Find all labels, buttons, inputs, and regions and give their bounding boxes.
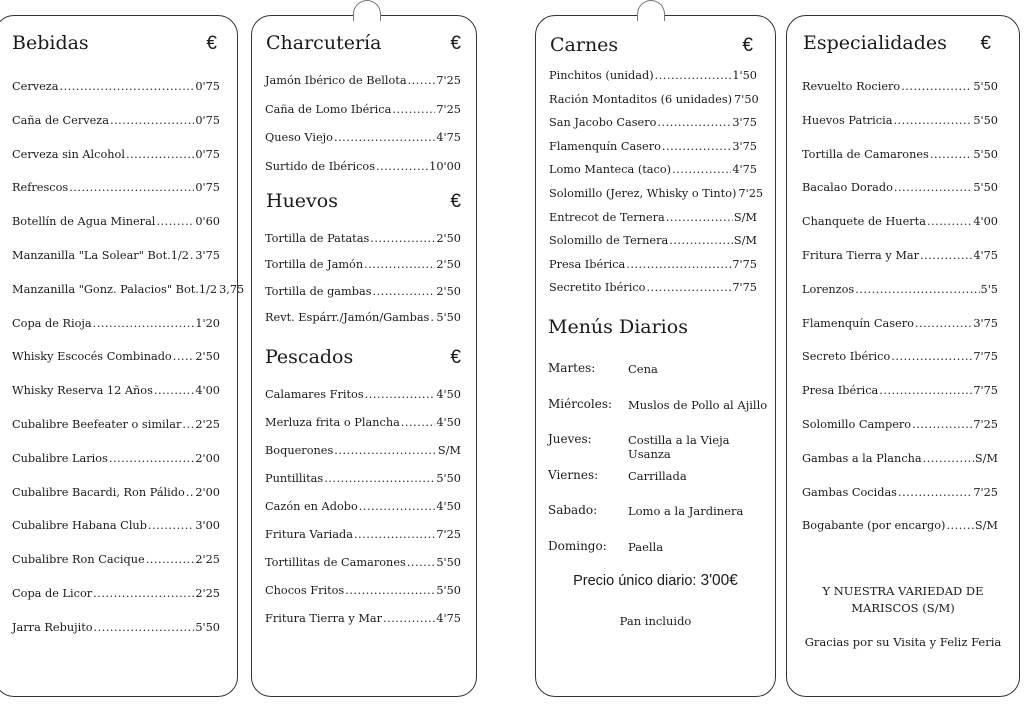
menu-item-name: Tortilla de Camarones (802, 147, 929, 161)
menu-item-name: Gambas a la Plancha (802, 451, 922, 465)
menu-item-price: 2'50 (195, 350, 220, 364)
menu-item-name: Botellín de Agua Mineral (12, 215, 156, 229)
hanger-hook (637, 0, 665, 21)
menu-item-price: 2'50 (436, 232, 461, 245)
menu-item-row (265, 472, 461, 485)
daily-price-value: 3'00€ (700, 572, 738, 589)
menu-item-name: Fritura Tierra y Mar (265, 612, 383, 625)
menu-item-name: Secretito Ibérico (549, 281, 646, 295)
menu-item-row (549, 93, 757, 106)
menu-item-name: Fritura Tierra y Mar (802, 249, 920, 262)
menu-day-dish: Paella (628, 539, 664, 554)
menu-item-price: 7'25 (973, 485, 998, 499)
menu-item-row (265, 311, 461, 324)
menu-item-row (549, 116, 757, 129)
menu-item-price: 0'75 (195, 147, 220, 161)
dot-leader (898, 486, 972, 499)
dot-leader (891, 350, 972, 363)
menu-item-row (265, 556, 461, 569)
menu-item-price: 5'50 (436, 472, 461, 485)
menu-item-price: 3'75 (195, 249, 220, 262)
menu-item-name: Presa Ibérica (802, 384, 879, 398)
menu-day-dish: Muslos de Pollo al Ajillo (628, 397, 768, 412)
menu-item-row (549, 163, 757, 176)
menu-item-price: 5'50 (973, 80, 998, 93)
menu-item-price: 5'50 (973, 147, 998, 161)
menu-item-name: Copa de Rioja (12, 316, 92, 330)
menu-item-name: Calamares Fritos (265, 388, 364, 401)
menu-item-price: 5'50 (973, 113, 998, 127)
menu-item-name: Queso Viejo (265, 131, 333, 144)
menu-item-name: Huevos Patricia (802, 113, 893, 127)
menu-item-price: 4'50 (436, 500, 461, 513)
dot-leader (173, 350, 195, 363)
dot-leader (657, 116, 731, 129)
thanks-message: Gracias por su Visita y Feliz Feria (804, 635, 1002, 649)
menu-item-row (265, 584, 461, 597)
menu-day-label: Viernes: (548, 467, 599, 482)
dot-leader (334, 131, 435, 144)
menu-item-price: 4'75 (436, 131, 461, 144)
menu-item-row (265, 528, 461, 541)
menu-item-name: Entrecot de Ternera (549, 210, 665, 224)
panel-carnes-menus (535, 15, 776, 697)
menu-item-name: Presa Ibérica (549, 257, 626, 271)
dot-leader (110, 114, 194, 127)
dot-leader (923, 452, 974, 465)
menu-item-row (265, 160, 461, 173)
section-header-bebidas (12, 32, 217, 55)
menu-item-name: Cubalibre Bacardi, Ron Pálido (12, 485, 185, 499)
section-header-charcuteria (266, 32, 461, 55)
menu-item-price: 1'20 (195, 316, 220, 330)
menu-item-row (12, 249, 220, 262)
dot-leader (920, 249, 972, 262)
menu-item-price: 3'75 (732, 116, 757, 130)
menu-item-name: Caña de Lomo Ibérica (265, 102, 392, 116)
dot-leader (146, 553, 195, 566)
dot-leader (626, 258, 731, 271)
menu-item-row (12, 486, 220, 499)
euro-symbol: € (980, 33, 991, 54)
menu-item-price: 7'25 (436, 102, 461, 116)
menu-item-name: Cubalibre Habana Club (12, 519, 147, 533)
menu-item-name: Tortilla de Patatas (265, 232, 370, 245)
menu-item-name: Chanquete de Huerta (802, 215, 926, 229)
dot-leader (927, 215, 972, 228)
menu-item-price: 2'00 (195, 451, 220, 465)
section-title: Pescados (265, 346, 354, 368)
dot-leader (324, 472, 435, 485)
menu-item-row (12, 519, 220, 532)
menu-item-row (802, 114, 998, 127)
menu-item-name: Refrescos (12, 181, 69, 195)
menu-item-row (802, 384, 998, 397)
dot-leader (646, 281, 731, 294)
menu-day-label: Miércoles: (548, 396, 613, 411)
menu-item-row (549, 140, 757, 153)
menu-item-row (12, 282, 245, 296)
menu-item-name: Whisky Escocés Combinado (12, 350, 172, 364)
menu-item-price: 4'00 (973, 215, 998, 229)
menu-item-price: 5'50 (195, 620, 220, 634)
daily-price (536, 572, 775, 590)
menu-item-row (12, 553, 220, 566)
dot-leader (373, 285, 436, 298)
menu-item-name: Whisky Reserva 12 Años (12, 384, 153, 398)
menu-item-row (549, 69, 757, 82)
menu-item-name: Cerveza sin Alcohol (12, 147, 125, 161)
menu-item-name: Caña de Cerveza (12, 113, 109, 127)
menu-item-row (12, 350, 220, 363)
dot-leader (930, 148, 972, 161)
menu-item-name: Copa de Licor (12, 587, 93, 600)
menu-item-name: San Jacobo Casero (549, 116, 657, 130)
menu-item-row (265, 416, 461, 429)
menu-item-price: S/M (437, 444, 461, 457)
menu-item-price: 2'25 (195, 553, 220, 567)
menu-item-price: 0'60 (195, 215, 220, 229)
menu-item-row (265, 74, 461, 87)
menu-item-name: Revuelto Rociero (802, 80, 901, 93)
menu-item-row (802, 452, 998, 465)
menu-item-name: Solomillo de Ternera (549, 234, 669, 248)
euro-symbol: € (742, 35, 753, 56)
menu-item-name: Tortilla de Jamón (265, 258, 364, 272)
menu-item-price: 4'00 (195, 384, 220, 398)
menu-item-name: Jamón Ibérico de Bellota (265, 74, 407, 87)
menu-item-row (802, 181, 998, 194)
dot-leader (94, 621, 195, 634)
menu-item-price: 0'75 (195, 181, 220, 195)
menu-item-name: Revt. Espárr./Jamón/Gambas (265, 310, 430, 324)
menu-item-price: 4'75 (732, 163, 757, 177)
menu-item-name: Ración Montaditos (6 unidades) (549, 92, 733, 106)
menu-item-row (549, 234, 757, 247)
dot-leader (109, 452, 194, 465)
dot-leader (666, 211, 733, 224)
dot-leader (334, 444, 437, 457)
dot-leader (126, 148, 194, 161)
menu-item-price: 7'25 (436, 74, 461, 87)
dot-leader (93, 317, 195, 330)
menu-item-name: Lomo Manteca (taco) (549, 163, 672, 177)
menu-item-row (549, 211, 757, 224)
menu-item-price: 10'00 (429, 159, 461, 173)
menu-item-price: 7'75 (973, 384, 998, 398)
menu-item-price: 3'75 (973, 316, 998, 330)
euro-symbol: € (206, 33, 217, 54)
menu-item-name: Surtido de Ibéricos (265, 159, 376, 173)
daily-price-label: Precio único diario: (573, 573, 697, 589)
menu-item-row (265, 131, 461, 144)
dot-leader (186, 486, 195, 499)
menu-item-name: Merluza frita o Plancha (265, 416, 400, 429)
menu-item-row (12, 148, 220, 161)
dot-leader (376, 160, 428, 173)
section-title: Huevos (266, 190, 338, 212)
section-title: Especialidades (803, 32, 947, 54)
dot-leader (392, 103, 435, 116)
menu-item-price: 7'75 (732, 281, 757, 295)
menu-item-row (12, 181, 220, 194)
menu-item-row (549, 187, 764, 200)
menu-item-price: 2'00 (195, 485, 220, 499)
menu-item-name: Bacalao Dorado (802, 181, 893, 195)
menu-item-price: 7'50 (734, 92, 759, 106)
dot-leader (669, 234, 733, 247)
dot-leader (855, 283, 979, 296)
dot-leader (345, 584, 435, 597)
menu-item-row (265, 388, 461, 401)
menu-item-name: Manzanilla "Gonz. Palacios" Bot.1/2 (12, 282, 218, 296)
menu-item-price: 2'25 (195, 587, 220, 600)
dot-leader (893, 114, 972, 127)
seafood-note-line2: MARISCOS (S/M) (851, 601, 955, 615)
menu-item-price: 0'75 (195, 113, 220, 127)
menu-day-dish: Lomo a la Jardinera (628, 504, 744, 518)
menu-item-name: Gambas Cocidas (802, 485, 897, 499)
menu-item-price: S/M (733, 210, 757, 224)
menu-item-row (802, 215, 998, 228)
menu-item-name: Bogabante (por encargo) (802, 519, 946, 533)
menu-item-price: S/M (733, 234, 757, 248)
dot-leader (154, 384, 194, 397)
menu-day-label: Sabado: (548, 503, 598, 517)
menu-day-label: Jueves: (548, 432, 592, 446)
section-header-huevos (266, 190, 461, 213)
menu-item-price: 5'5 (980, 282, 998, 296)
menu-item-price: 5'50 (436, 556, 461, 569)
dot-leader (364, 258, 435, 271)
menu-item-row (12, 384, 220, 397)
dot-leader (370, 232, 435, 245)
menu-item-price: 5'50 (436, 310, 461, 324)
section-title: Carnes (550, 34, 619, 56)
dot-leader (430, 311, 435, 324)
menu-item-name: Cubalibre Ron Cacique (12, 553, 145, 567)
menu-item-name: Flamenquín Casero (802, 316, 914, 330)
menu-item-name: Puntillitas (265, 472, 324, 485)
menu-item-name: Manzanilla "La Solear" Bot.1/2 (12, 249, 189, 262)
menu-item-row (802, 418, 998, 431)
dot-leader (915, 317, 972, 330)
menu-item-row (12, 418, 220, 431)
menu-item-row (12, 452, 220, 465)
menu-item-row (12, 80, 220, 93)
menu-day-label: Martes: (548, 361, 596, 375)
menu-item-name: Jarra Rebujito (12, 620, 93, 634)
dot-leader (894, 181, 972, 194)
menu-item-price: S/M (974, 519, 998, 533)
euro-symbol: € (450, 347, 461, 368)
menu-item-price: 2'50 (436, 284, 461, 298)
menu-item-row (265, 232, 461, 245)
seafood-note-line1: Y NUESTRA VARIEDAD DE (822, 584, 984, 598)
dot-leader (672, 163, 731, 176)
menu-item-name: Cubalibre Larios (12, 451, 108, 465)
menu-item-name: Tortilla de gambas (265, 284, 372, 298)
menu-item-price: 4'50 (436, 416, 461, 429)
panel-charcuteria-huevos-pescados (251, 15, 477, 697)
section-title: Bebidas (12, 32, 89, 54)
euro-symbol: € (450, 191, 461, 212)
menu-item-name: Solomillo Campero (802, 418, 912, 431)
menu-item-name: Pinchitos (unidad) (549, 69, 654, 82)
menu-item-name: Tortillitas de Camarones (265, 556, 406, 569)
menu-item-price: 3'75 (732, 139, 757, 153)
menu-item-name: Cubalibre Beefeater o similar (12, 418, 182, 431)
dot-leader (69, 181, 194, 194)
menu-item-price: 5'50 (973, 181, 998, 195)
dot-leader (148, 519, 194, 532)
menu-item-row (12, 114, 220, 127)
panel-especialidades (786, 15, 1020, 697)
menu-item-row (265, 444, 461, 457)
dot-leader (401, 416, 435, 429)
menu-item-price: 4'75 (436, 612, 461, 625)
menu-item-price: 7'25 (738, 187, 764, 200)
menu-item-row (802, 148, 998, 161)
dot-leader (879, 384, 972, 397)
menu-item-row (802, 486, 998, 499)
menu-item-price: 4'75 (973, 249, 998, 262)
section-header-carnes (550, 34, 753, 57)
dot-leader (354, 528, 435, 541)
menu-item-row (549, 258, 757, 271)
menu-item-row (12, 215, 220, 228)
dot-leader (383, 612, 435, 625)
dot-leader (359, 500, 436, 513)
menu-item-row (12, 621, 220, 634)
dot-leader (662, 140, 731, 153)
menu-item-row (802, 249, 998, 262)
menu-item-row (802, 80, 998, 93)
menu-item-name: Cerveza (12, 80, 59, 93)
panel-bebidas (0, 15, 245, 697)
menu-item-name: Solomillo (Jerez, Whisky o Tinto) (549, 187, 737, 200)
menu-item-price: 7'25 (436, 528, 461, 541)
dot-leader (407, 556, 436, 569)
menu-item-price: S/M (974, 451, 998, 465)
menu-item-price: 5'50 (436, 584, 461, 597)
menu-item-row (802, 317, 998, 330)
menu-day-dish: Cena (628, 362, 658, 376)
dot-leader (408, 74, 436, 87)
menu-item-row (802, 519, 998, 532)
menu-item-price: 7'75 (973, 350, 998, 364)
menu-item-price: 2'50 (436, 258, 461, 272)
menu-item-row (12, 317, 220, 330)
menu-item-row (802, 283, 998, 296)
euro-symbol: € (450, 33, 461, 54)
menu-day-dish: Costilla a la Vieja Usanza (628, 433, 730, 461)
dot-leader (93, 587, 194, 600)
menu-day-label: Domingo: (548, 538, 607, 553)
menu-item-price: 3'00 (195, 519, 220, 533)
menu-item-price: 7'75 (732, 257, 757, 271)
menu-item-row (549, 281, 757, 294)
dot-leader (365, 388, 436, 401)
menu-item-row (265, 612, 461, 625)
menu-item-price: 1'50 (732, 69, 757, 82)
section-header-pescados (265, 346, 461, 369)
section-title-menus-diarios: Menús Diarios (548, 316, 688, 338)
menu-item-price: 7'25 (973, 418, 998, 431)
bread-included-note: Pan incluido (619, 614, 692, 628)
menu-item-name: Boquerones (265, 444, 334, 457)
dot-leader (190, 249, 194, 262)
menu-item-row (265, 500, 461, 513)
menu-item-row (265, 103, 461, 116)
menu-item-price: 2'25 (195, 418, 220, 431)
menu-item-row (12, 587, 220, 600)
menu-item-name: Chocos Fritos (265, 584, 345, 597)
menu-item-row (265, 285, 461, 298)
menu-item-price: 4'50 (436, 388, 461, 401)
menu-item-name: Secreto Ibérico (802, 350, 891, 364)
section-header-especialidades (803, 32, 991, 55)
dot-leader (59, 80, 194, 93)
menu-item-row (265, 258, 461, 271)
dot-leader (946, 519, 973, 532)
menu-day-dish: Carrillada (628, 468, 687, 483)
menu-item-name: Fritura Variada (265, 528, 353, 541)
menu-item-name: Flamenquín Casero (549, 139, 661, 153)
menu-item-price: 3,75 (219, 282, 245, 296)
menu-item-row (802, 350, 998, 363)
dot-leader (655, 69, 732, 82)
dot-leader (182, 418, 194, 431)
menu-item-name: Lorenzos (802, 282, 855, 296)
hanger-hook (353, 0, 381, 21)
dot-leader (912, 418, 972, 431)
menu-item-price: 0'75 (195, 80, 220, 93)
menu-item-name: Cazón en Adobo (265, 500, 358, 513)
section-title: Charcutería (266, 32, 382, 54)
dot-leader (901, 80, 972, 93)
dot-leader (156, 215, 194, 228)
